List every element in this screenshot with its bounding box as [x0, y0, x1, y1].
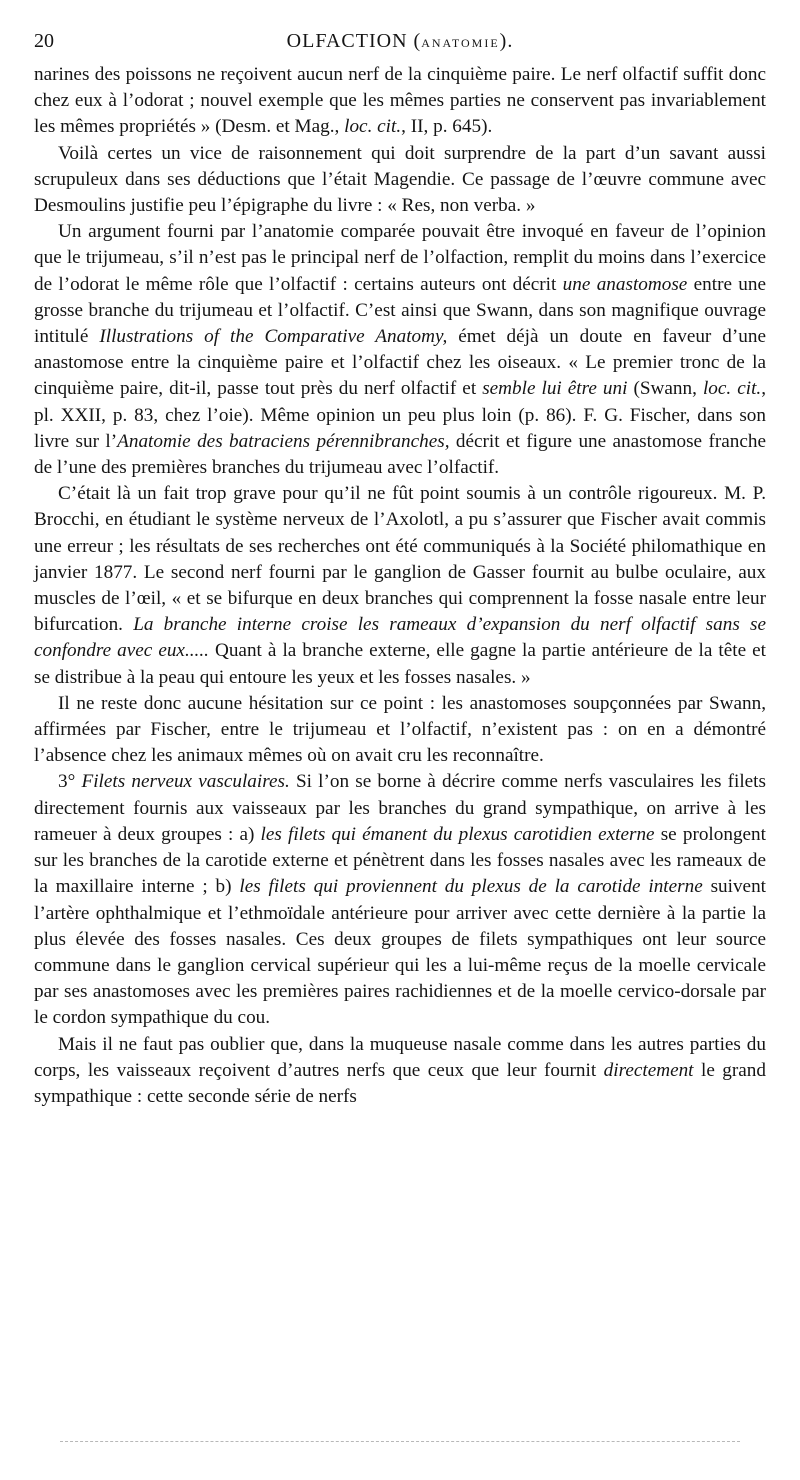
text-run: Un argument fourni par l’anatomie comparée pouvait être invoqué en faveur de l’opinion que le trijumeau, s’il n’est pas le principal nerf de l’olfaction, remplit du moins dans l’exercice de l’odorat le même rôle que l’olfactif : certains auteurs ont décrit	[34, 221, 766, 295]
text-run: Mais il ne faut pas oublier que, dans la muqueuse nasale comme dans les autres parties du corps, les vaisseaux reçoivent d’autres nerfs que ceux que leur fournit	[34, 1033, 766, 1081]
text-run: Voilà certes un vice de raisonnement qui doit surprendre de la part d’un savant aussi scrupuleux dans ses déductions que l’était Magendie. Ce passage de l’œuvre commune avec Desmoulins justifie peu l’épigraphe du livre : « Res, non verba. »	[34, 142, 766, 217]
text-run: Si l’on se borne à décrire comme nerfs vasculaires les filets directement fournis aux vaisseaux par les branches du grand sympathique, on arrive à les rameuer à deux groupes : a)	[34, 771, 766, 845]
text-run: émet déjà un doute en faveur d’une anastomose entre la cinquième paire et l’olfactif chez les oiseaux. « Le premier tronc de la cinquième paire, dit-il, passe tout près du nerf olfactif et	[34, 326, 766, 400]
italic-run: Anatomie des batraciens pérennibranches,	[117, 430, 450, 452]
text-run: , pl. XXII, p. 83, chez l’oie). Même opinion un peu plus loin (p. 86). F. G. Fischer, dans son livre sur l’	[34, 378, 766, 452]
running-title-close: ).	[499, 30, 514, 52]
italic-run: loc. cit.	[344, 116, 402, 138]
italic-run: Filets nerveux vasculaires.	[81, 771, 290, 793]
footer-rule	[60, 1441, 740, 1442]
text-run: narines des poissons ne reçoivent aucun nerf de la cinquième paire. Le nerf olfactif suffit donc chez eux à l’odorat ; nouvel exemple que les mêmes parties ne conservent pas invariablement les mêmes propriétés » (Desm. et Mag.,	[34, 64, 766, 138]
text-run: décrit et figure une anastomose franche de l’une des premières branches du trijumeau avec l’olfactif.	[34, 430, 766, 479]
paragraph	[34, 769, 766, 1031]
paragraph	[34, 62, 766, 141]
document-page	[34, 22, 766, 1110]
paragraph	[34, 691, 766, 770]
text-run: le grand sympathique : cette seconde série de nerfs	[34, 1059, 766, 1107]
italic-run: loc. cit.	[702, 378, 762, 400]
text-run: , II, p. 645).	[401, 116, 493, 138]
running-title-main: OLFACTION	[286, 30, 408, 52]
italic-run: La branche interne croise les rameaux d’expansion du nerf olfactif sans se confondre avec eux.....	[34, 614, 766, 662]
italic-run: les filets qui proviennent du plexus de la carotide interne	[239, 876, 703, 898]
text-run: se prolongent sur les branches de la carotide externe et pénètrent dans les fosses nasales avec les rameaux de la maxillaire interne ; b)	[34, 823, 766, 898]
running-header	[34, 22, 766, 62]
italic-run: une anastomose	[562, 273, 688, 295]
paragraph	[34, 1032, 766, 1111]
text-run: entre une grosse branche du trijumeau et l’olfactif. C’est ainsi que Swann, dans son magnifique ouvrage intitulé	[34, 273, 767, 348]
running-title-sub: ANATOMIE	[421, 36, 500, 50]
italic-run: Illustrations of the Comparative Anatomy,	[99, 326, 448, 348]
running-title	[34, 30, 766, 53]
italic-run: directement	[603, 1059, 694, 1081]
text-run: Il ne reste donc aucune hésitation sur ce point : les anastomoses soupçonnées par Swann, affirmées par Fischer, entre le trijumeau et l’olfactif, n’existent pas : on en a démontré l’absence chez les animaux mêmes où on avait cru les reconnaître.	[34, 692, 766, 767]
text-run: (Swann,	[627, 378, 703, 400]
text-run: suivent l’artère ophthalmique et l’ethmoïdale antérieure pour arriver avec cette dernière à la partie la plus élevée des fosses nasales. Ces deux groupes de filets sympathiques ont leur source commune dans le ganglion cervical supérieur qui les a lui-même reçus de la moelle cervicale par ses anastomoses avec les premières paires rachidiennes et de la moelle cervico-dorsale par le cordon sympathique du cou.	[34, 876, 766, 1029]
paragraph	[34, 141, 766, 220]
page-number: 20	[34, 30, 54, 52]
text-run: C’était là un fait trop grave pour qu’il ne fût point soumis à un contrôle rigoureux. M. P. Brocchi, en étudiant le système nerveux de l’Axolotl, a pu s’assurer que Fischer avait commis une erreur ; les résultats de ses recherches ont été communiqués à la Société philomathique en janvier 1877. Le second nerf fourni par le ganglion de Gasser fournit au bulbe oculaire, aux muscles de l’œil, « et se bifurque en deux branches qui comprennent la fosse nasale entre leur bifurcation.	[34, 483, 766, 636]
paragraph	[34, 219, 766, 481]
italic-run: semble lui être uni	[482, 378, 628, 400]
body-text	[34, 62, 766, 1110]
text-run: Quant à la branche externe, elle gagne la partie antérieure de la tête et se distribue à la peau qui entoure les yeux et les fosses nasales. »	[34, 640, 766, 688]
running-title-open: (	[407, 30, 422, 52]
paragraph	[34, 481, 766, 691]
italic-run: les filets qui émanent du plexus carotidien externe	[260, 823, 655, 845]
text-run: 3°	[58, 771, 82, 793]
